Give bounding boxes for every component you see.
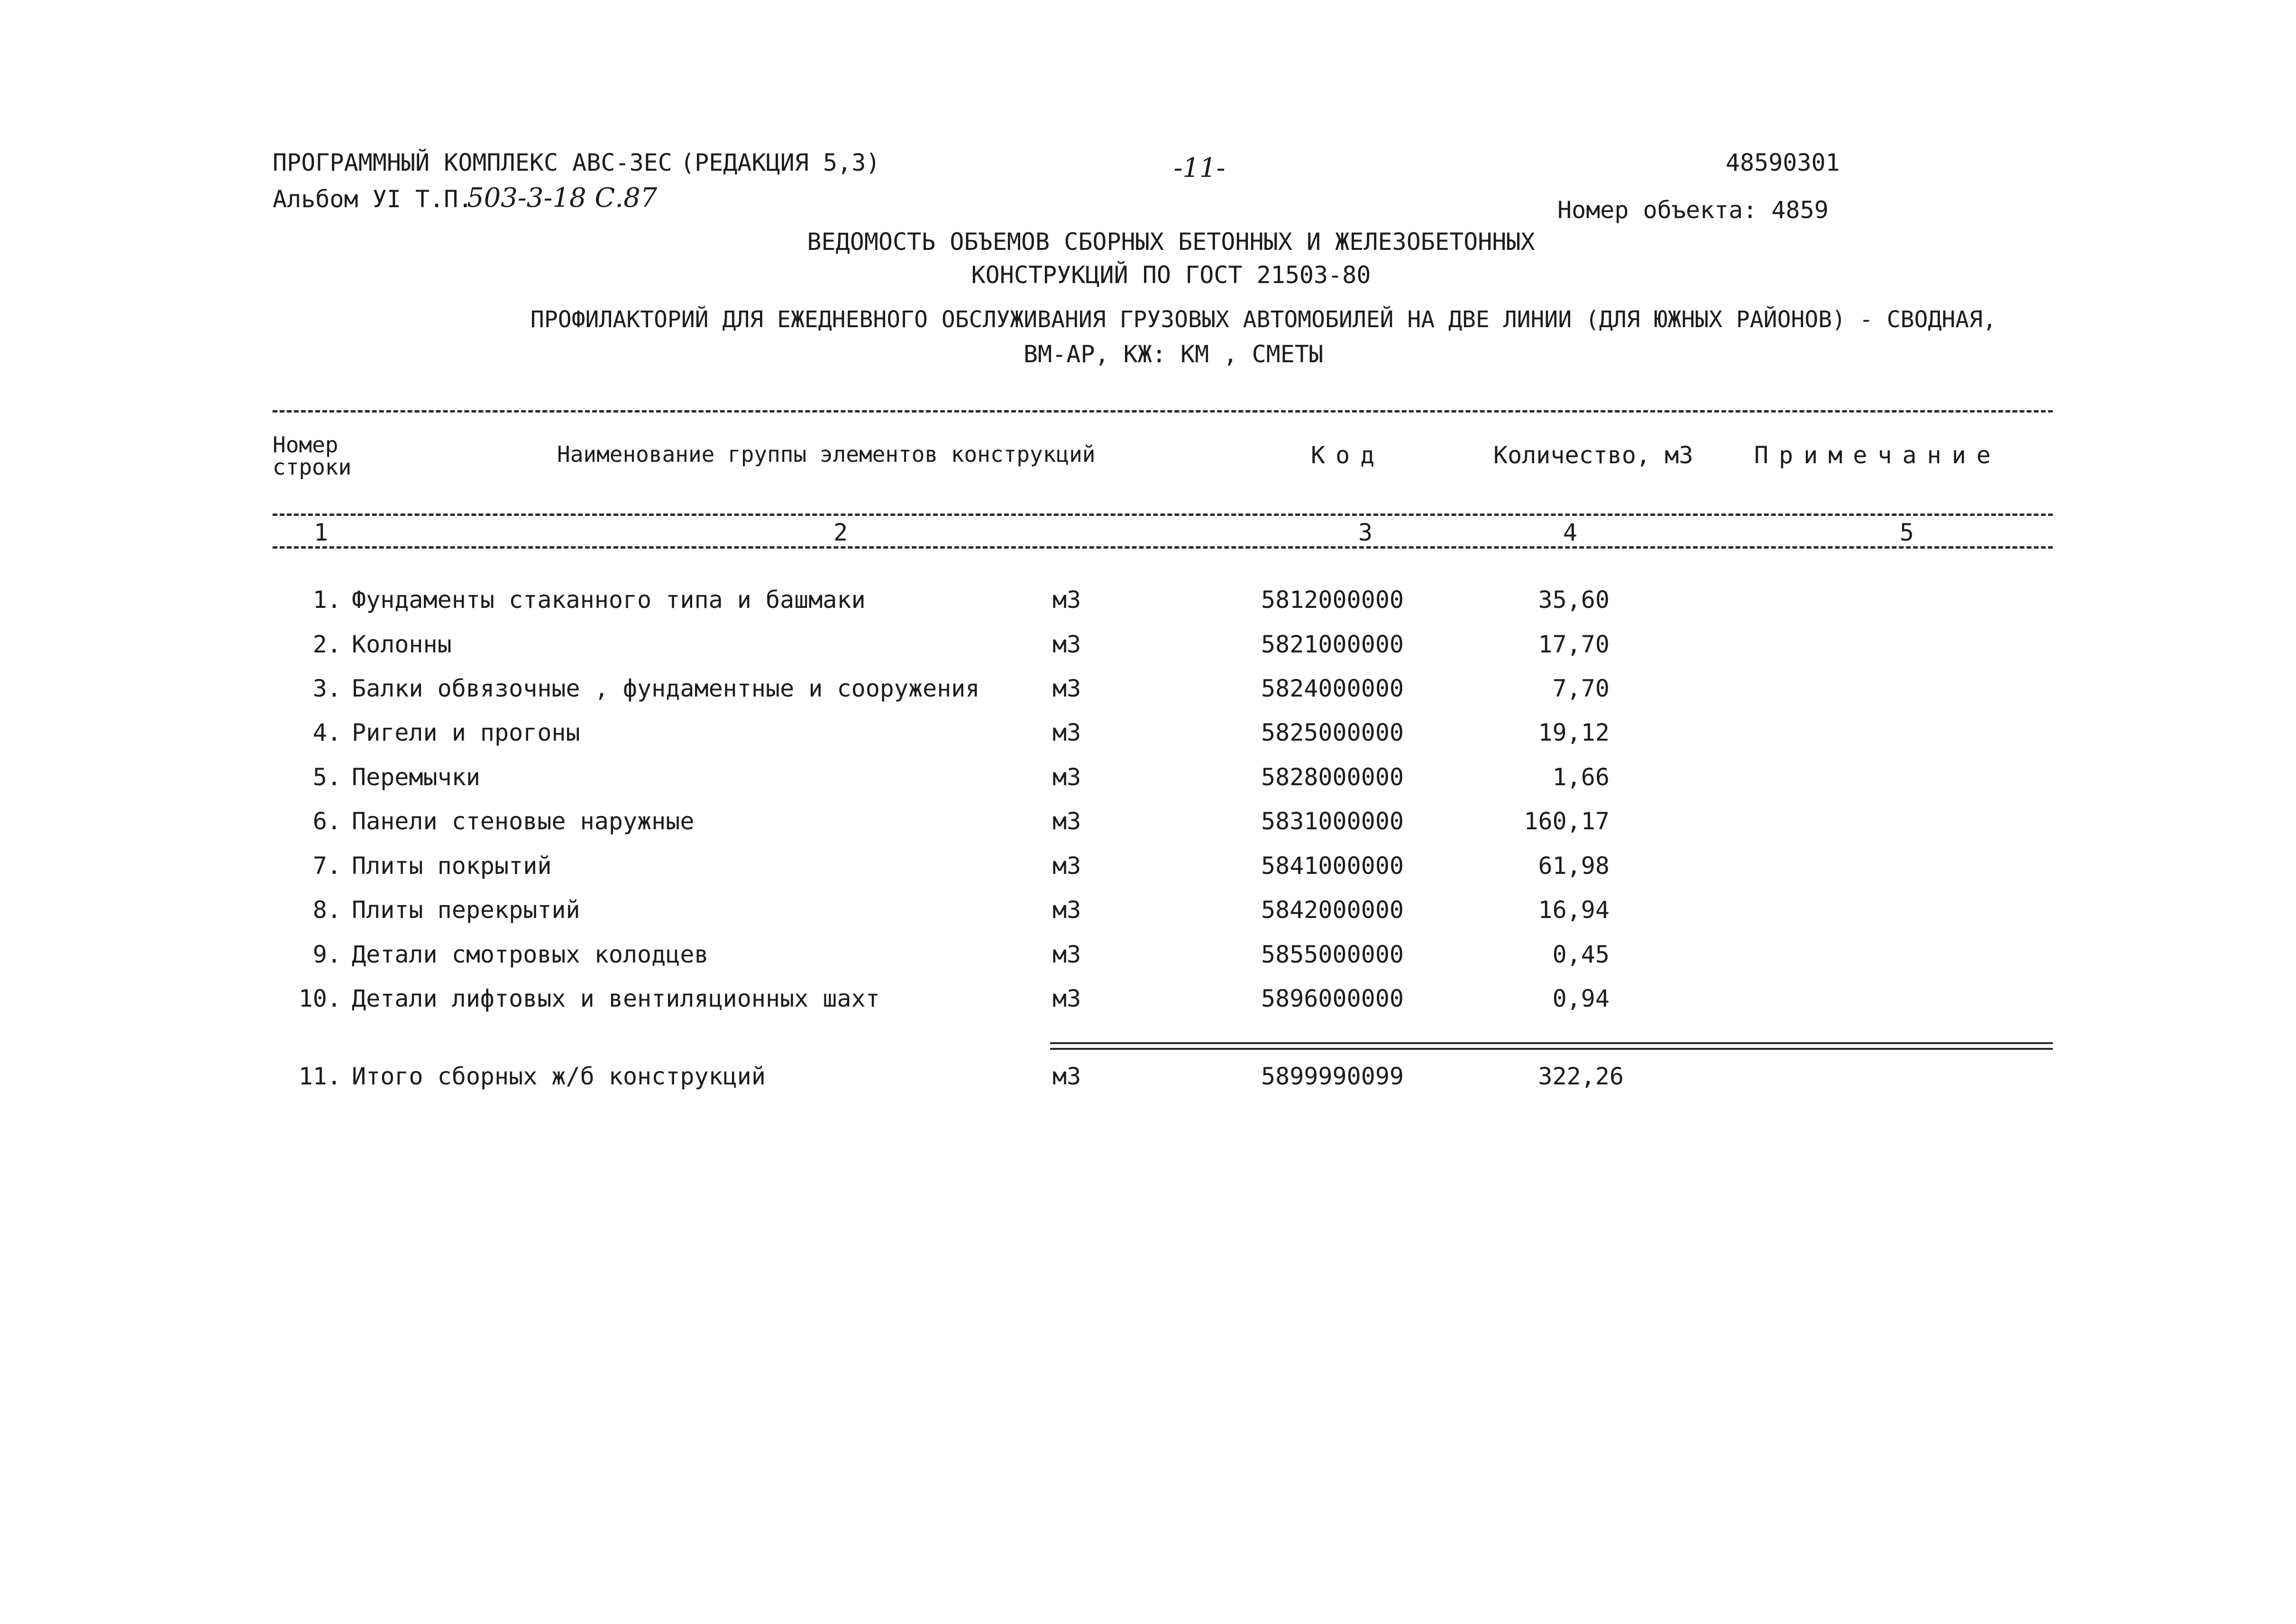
row-quantity: 16,94 (1538, 896, 1610, 924)
total-row-code: 5899990099 (1261, 1063, 1404, 1090)
col-header-row-no-2: строки (273, 454, 352, 480)
col-header-name: Наименование группы элементов конструкций (557, 441, 1096, 467)
row-code: 5825000000 (1261, 719, 1404, 746)
album-label: Альбом УI Т.П. (273, 185, 473, 213)
row-quantity: 35,60 (1538, 586, 1610, 614)
row-number: 7. (312, 852, 341, 880)
total-row-quantity: 322,26 (1538, 1063, 1624, 1090)
row-name: Детали лифтовых и вентиляционных шахт (352, 985, 880, 1012)
row-quantity: 160,17 (1524, 807, 1610, 835)
total-separator (1050, 1042, 2053, 1050)
row-unit: м3 (1052, 807, 1081, 835)
row-number: 2. (312, 631, 341, 658)
row-number: 8. (312, 896, 341, 924)
row-name: Колонны (352, 631, 452, 658)
row-unit: м3 (1052, 719, 1081, 746)
row-unit: м3 (1052, 941, 1081, 968)
subject-line-1: ПРОФИЛАКТОРИЙ ДЛЯ ЕЖЕДНЕВНОГО ОБСЛУЖИВАНИЯ ГРУЗОВЫХ АВТОМОБИЛЕЙ НА ДВЕ ЛИНИИ (ДЛЯ ЮЖНЫХ РАЙОНОВ) - СВОДНАЯ, (530, 306, 1997, 333)
row-code: 5821000000 (1261, 631, 1404, 658)
row-name: Фундаменты стаканного типа и башмаки (352, 586, 866, 614)
row-code: 5896000000 (1261, 985, 1404, 1012)
row-unit: м3 (1052, 586, 1081, 614)
row-number: 3. (312, 675, 341, 702)
subject-line-2: ВМ-АР, КЖ: КМ , СМЕТЫ (1023, 340, 1324, 368)
row-unit: м3 (1052, 631, 1081, 658)
row-name: Детали смотровых колодцев (352, 941, 709, 968)
program-name: ПРОГРАММНЫЙ КОМПЛЕКС АВС-3ЕС (273, 149, 672, 176)
row-number: 1. (312, 586, 341, 614)
row-unit: м3 (1052, 675, 1081, 702)
row-name: Плиты покрытий (352, 852, 552, 880)
col-number: 2 (833, 519, 848, 546)
row-name: Балки обвязочные , фундаментные и сооружения (352, 675, 980, 702)
row-quantity: 7,70 (1552, 675, 1610, 702)
row-name: Перемычки (352, 763, 480, 791)
row-name: Плиты перекрытий (352, 896, 580, 924)
edition: (РЕДАКЦИЯ 5,3) (680, 149, 880, 176)
total-row-unit: м3 (1052, 1063, 1081, 1090)
total-row-name: Итого сборных ж/б конструкций (352, 1063, 766, 1090)
page-marker: -11- (1173, 153, 1226, 184)
total-row-number: 11. (298, 1063, 341, 1090)
col-number: 5 (1899, 519, 1914, 546)
row-number: 6. (312, 807, 341, 835)
col-number: 1 (313, 519, 329, 546)
row-code: 5831000000 (1261, 807, 1404, 835)
row-number: 10. (298, 985, 341, 1012)
row-quantity: 1,66 (1552, 763, 1610, 791)
row-name: Панели стеновые наружные (352, 807, 695, 835)
row-quantity: 61,98 (1538, 852, 1610, 880)
row-code: 5841000000 (1261, 852, 1404, 880)
row-code: 5824000000 (1261, 675, 1404, 702)
row-unit: м3 (1052, 985, 1081, 1012)
row-unit: м3 (1052, 852, 1081, 880)
row-code: 5828000000 (1261, 763, 1404, 791)
row-number: 5. (312, 763, 341, 791)
header-bottom-rule (273, 514, 2053, 516)
title-line-1: ВЕДОМОСТЬ ОБЪЕМОВ СБОРНЫХ БЕТОННЫХ И ЖЕЛЕЗОБЕТОННЫХ (807, 228, 1535, 256)
col-header-row-no-1: Номер (273, 432, 338, 458)
col-number: 4 (1563, 519, 1578, 546)
row-quantity: 19,12 (1538, 719, 1610, 746)
album-handwritten-number: 503-3-18 С.87 (467, 183, 658, 213)
col-header-note: Примечание (1754, 441, 2002, 469)
object-number: Номер объекта: 4859 (1557, 196, 1829, 224)
table-top-rule (273, 410, 2053, 413)
row-quantity: 0,94 (1552, 985, 1610, 1012)
row-number: 9. (312, 941, 341, 968)
column-numbers-rule (273, 546, 2053, 549)
row-code: 5855000000 (1261, 941, 1404, 968)
document-code: 48590301 (1726, 149, 1840, 176)
row-number: 4. (312, 719, 341, 746)
title-line-2: КОНСТРУКЦИЙ ПО ГОСТ 21503-80 (971, 261, 1371, 289)
col-number: 3 (1358, 519, 1373, 546)
row-code: 5812000000 (1261, 586, 1404, 614)
row-name: Ригели и прогоны (352, 719, 580, 746)
row-quantity: 17,70 (1538, 631, 1610, 658)
row-unit: м3 (1052, 896, 1081, 924)
col-header-quantity: Количество, м3 (1493, 441, 1693, 469)
row-code: 5842000000 (1261, 896, 1404, 924)
row-quantity: 0,45 (1552, 941, 1610, 968)
col-header-code: Код (1311, 441, 1385, 469)
row-unit: м3 (1052, 763, 1081, 791)
